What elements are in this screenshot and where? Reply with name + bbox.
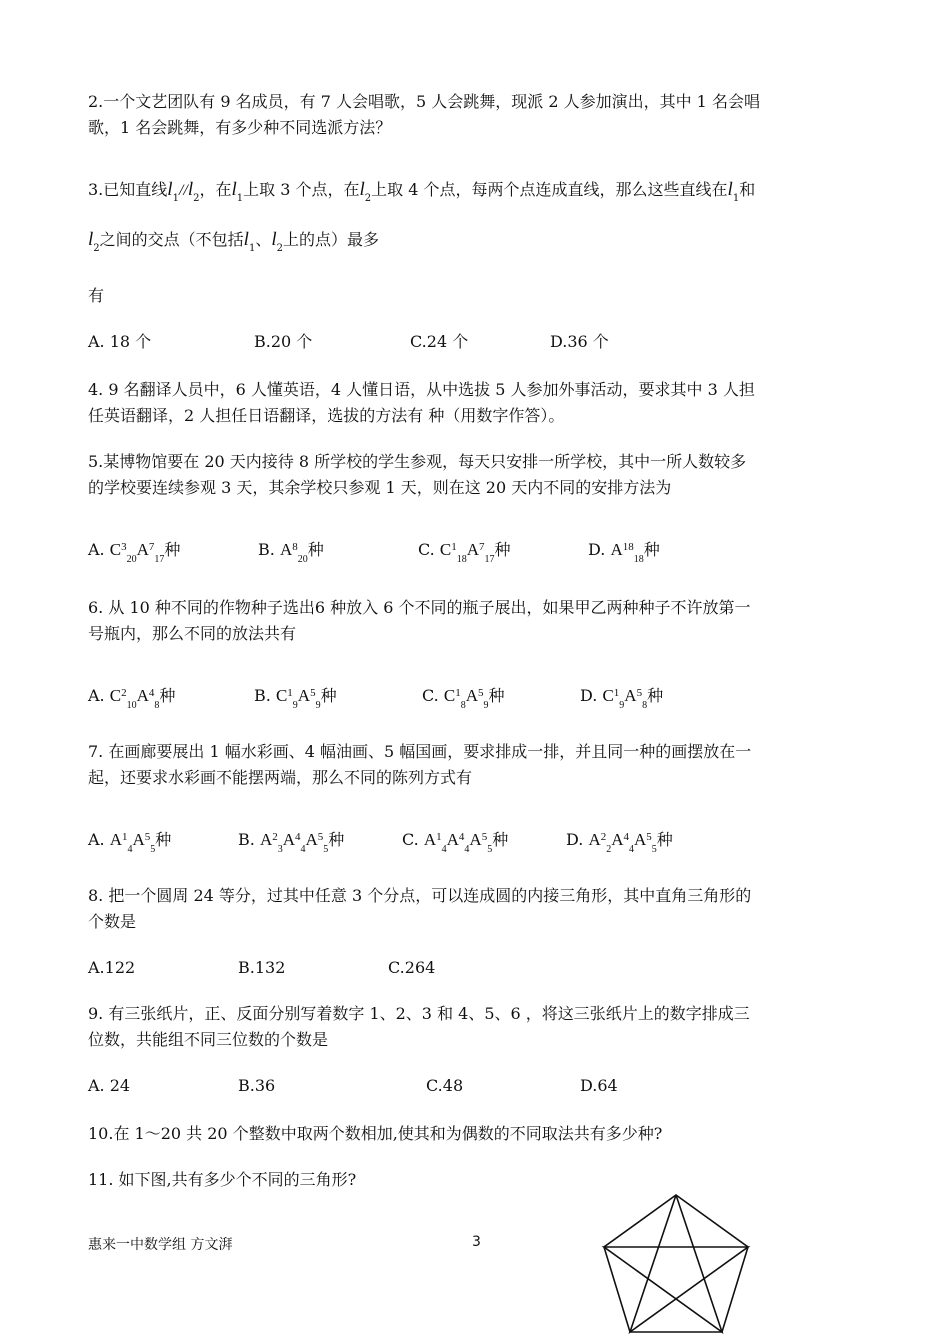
math-term: $A^5_8$ (624, 686, 648, 711)
q6-option-d (580, 686, 663, 709)
math-term: $A^7_{17}$ (466, 540, 495, 565)
pentagram-figure (598, 1192, 758, 1342)
math-term: $C^1_{18}$ (439, 540, 467, 565)
math-term: $A^4_4$ (611, 830, 634, 855)
option-suffix: 种 (494, 540, 511, 559)
option-suffix: 种 (488, 686, 505, 705)
option-suffix: 种 (159, 686, 176, 705)
math-term: $A^1_4$ (423, 830, 447, 855)
q9-line1: 9. 有三张纸片，正、反面分别写着数字 1、2、3 和 4、5、6 ，将这三张纸片上的数字排成三 (88, 1004, 750, 1023)
q7-line1: 7. 在画廊要展出 1 幅水彩画、4 幅油画、5 幅国画，要求排成一排，并且同一种的画摆放在一 (88, 742, 752, 761)
q8-option-c: C.264 (388, 958, 436, 977)
q2-line1: 2.一个文艺团队有 9 名成员，有 7 人会唱歌，5 人会跳舞，现派 2 人参加演出，其中 1 名会唱 (88, 92, 760, 111)
q3-line3: 有 (88, 286, 105, 305)
option-suffix: 种 (492, 830, 509, 849)
q7-option-a (88, 830, 171, 853)
option-label: D. (566, 830, 589, 849)
q8-option-b: B.132 (238, 958, 286, 977)
math-term: $A^5_5$ (634, 830, 657, 855)
q8-line2: 个数是 (88, 912, 137, 931)
q8-line1: 8. 把一个圆周 24 等分，过其中任意 3 个分点，可以连成圆的内接三角形，其中直角三角形的 (88, 886, 752, 905)
q3-line2: $l_2$之间的交点（不包括$l_1$、$l_2$上的点）最多 (88, 229, 380, 254)
q6-option-c (422, 686, 504, 709)
math-term: $C^2_{10}$ (109, 686, 137, 711)
option-suffix: 种 (643, 540, 660, 559)
q8-option-a: A.122 (88, 958, 136, 977)
q4-line1: 4. 9 名翻译人员中，6 人懂英语，4 人懂日语，从中选拔 5 人参加外事活动，要求其中 3 人担 (88, 380, 755, 399)
math-term: $A^4_4$ (282, 830, 306, 855)
q5-option-d (588, 540, 660, 563)
q4-line2: 任英语翻译，2 人担任日语翻译，选拔的方法有 种（用数字作答）。 (88, 406, 565, 425)
q11-line1: 11. 如下图,共有多少个不同的三角形? (88, 1170, 357, 1189)
math-term: $C^1_9$ (275, 686, 298, 711)
option-label: B. (258, 540, 280, 559)
option-suffix: 种 (155, 830, 172, 849)
option-suffix: 种 (164, 540, 181, 559)
q9-option-b: B.36 (238, 1076, 276, 1095)
math-term: $A^5_5$ (305, 830, 329, 855)
q9-option-c: C.48 (426, 1076, 464, 1095)
option-label: B. (238, 830, 260, 849)
option-label: D. (580, 686, 603, 705)
math-term: $A^5_5$ (132, 830, 156, 855)
math-term: $A^7_{17}$ (136, 540, 165, 565)
option-suffix: 种 (656, 830, 673, 849)
q3-line1: 3.已知直线$l_1//l_2$，在$l_1$上取 3 个点，在$l_2$上取 4 个点，每两个点连成直线，那么这些直线在$l_1$和 (88, 179, 756, 204)
math-term: $A^8_{20}$ (279, 540, 308, 565)
math-term: $A^5_9$ (465, 686, 489, 711)
q3-option-c: C.24 个 (410, 332, 469, 351)
option-suffix: 种 (307, 540, 324, 559)
math-term: $A^5_9$ (297, 686, 321, 711)
q7-option-d (566, 830, 673, 853)
math-term: $A^2_3$ (259, 830, 283, 855)
q6-line2: 号瓶内，那么不同的放法共有 (88, 624, 297, 643)
q6-option-a (88, 686, 175, 709)
q9-option-a: A. 24 (88, 1076, 131, 1095)
q10-line1: 10.在 1～20 共 20 个整数中取两个数相加,使其和为偶数的不同取法共有多少种? (88, 1124, 663, 1143)
option-label: C. (402, 830, 424, 849)
q9-option-d: D.64 (580, 1076, 618, 1095)
q3-option-b: B.20 个 (254, 332, 313, 351)
q5-option-a (88, 540, 180, 563)
option-label: A. (88, 830, 110, 849)
option-label: B. (254, 686, 276, 705)
option-label: C. (418, 540, 440, 559)
math-term: $C^1_8$ (443, 686, 466, 711)
option-label: C. (422, 686, 444, 705)
math-term: $A^5_5$ (469, 830, 493, 855)
math-term: $A^4_8$ (136, 686, 160, 711)
q7-line2: 起，还要求水彩画不能摆两端，那么不同的陈列方式有 (88, 768, 473, 787)
q7-option-b (238, 830, 344, 853)
option-label: A. (88, 686, 110, 705)
math-term: $A^{18}_{18}$ (610, 540, 644, 565)
math-term: $A^2_2$ (588, 830, 612, 855)
option-label: D. (588, 540, 611, 559)
option-suffix: 种 (647, 686, 664, 705)
q7-option-c (402, 830, 508, 853)
q5-line1: 5.某博物馆要在 20 天内接待 8 所学校的学生参观，每天只安排一所学校，其中一所人数较多 (88, 452, 747, 471)
math-term: $A^1_4$ (109, 830, 133, 855)
q5-line2: 的学校要连续参观 3 天，其余学校只参观 1 天，则在这 20 天内不同的安排方法为 (88, 478, 672, 497)
q3-option-a: A. 18 个 (88, 332, 152, 351)
q3-option-d: D.36 个 (550, 332, 609, 351)
q6-option-b (254, 686, 337, 709)
star-lines (604, 1195, 748, 1332)
math-term: $A^4_4$ (446, 830, 470, 855)
q9-line2: 位数，共能组不同三位数的个数是 (88, 1030, 329, 1049)
option-label: A. (88, 540, 110, 559)
footer-page-number: 3 (472, 1234, 481, 1250)
option-suffix: 种 (328, 830, 345, 849)
q5-option-c (418, 540, 510, 563)
q6-line1: 6. 从 10 种不同的作物种子选出6 种放入 6 个不同的瓶子展出，如果甲乙两种种子不许放第一 (88, 598, 751, 617)
math-term: $C^1_9$ (602, 686, 625, 711)
footer-author: 惠来一中数学组 方文湃 (88, 1237, 233, 1253)
q2-line2: 歌，1 名会跳舞，有多少种不同选派方法？ (88, 118, 392, 137)
math-term: $C^3_{20}$ (109, 540, 137, 565)
option-suffix: 种 (320, 686, 337, 705)
q5-option-b (258, 540, 324, 563)
